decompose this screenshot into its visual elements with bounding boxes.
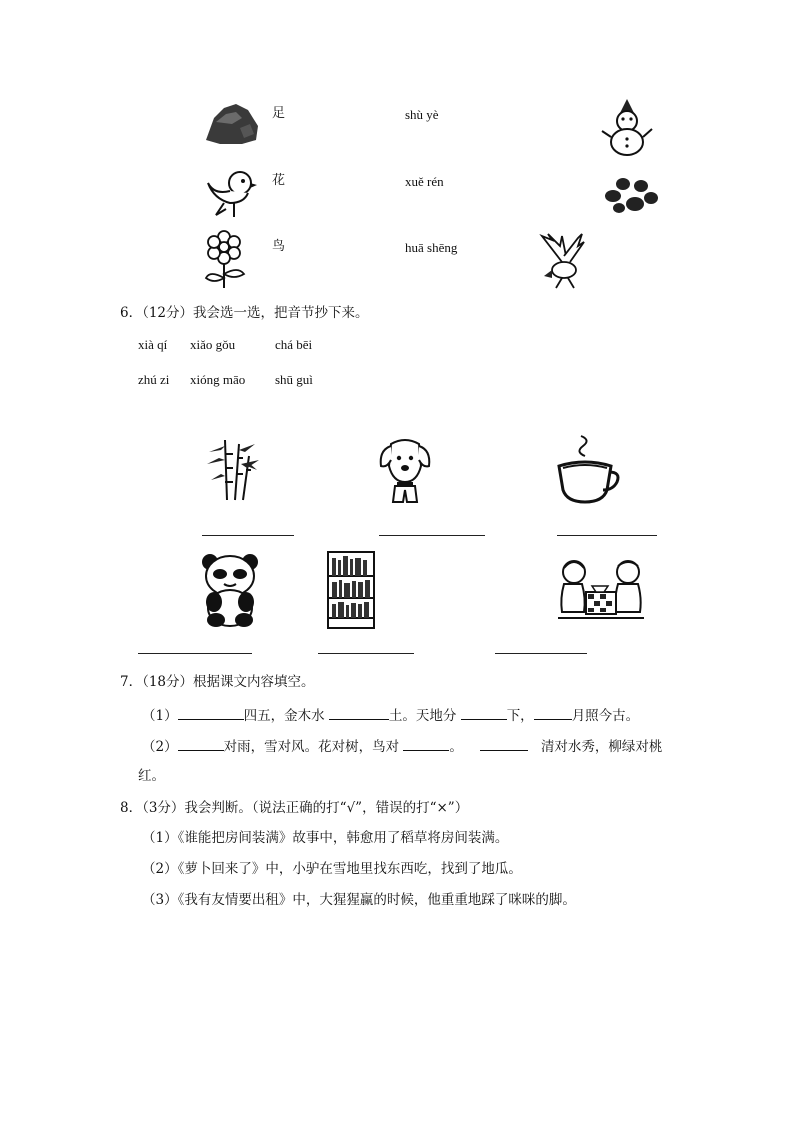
dog-icon	[377, 436, 433, 504]
q7-item-1-text-1: 四五，金木水	[243, 708, 325, 724]
crane-icon	[538, 232, 588, 290]
snowman-icon	[600, 97, 654, 157]
rock-icon	[202, 100, 262, 146]
hanzi-1: 足	[272, 106, 286, 121]
q7-item-1-text-3: 下，	[506, 708, 534, 724]
teacup-icon	[555, 432, 621, 506]
q7-item-2-text-3: 清对水秀，柳绿对桃	[540, 739, 663, 755]
pinyin-1: shù yè	[405, 107, 439, 122]
pinyin-3: huā shēng	[405, 240, 458, 255]
pinyin-2: xuě rén	[405, 174, 444, 189]
q7-item-2-text-2: 。	[449, 739, 463, 755]
q6-answer-line-6[interactable]	[495, 653, 587, 654]
q6-answer-line-1[interactable]	[202, 535, 294, 536]
q8-item-3: （3）《我有友情要出租》中，大猩猩赢的时候，他重重地踩了咪咪的脚。	[142, 892, 576, 908]
q8-title: 8．（3分）我会判断。（说法正确的打“√”，错误的打“×”）	[120, 800, 469, 816]
bookcase-icon	[326, 550, 376, 630]
hanzi-2: 花	[272, 173, 286, 188]
q6-pinyin-r2-2: xióng māo	[190, 372, 246, 387]
q6-pinyin-r2-1: zhú zi	[138, 372, 170, 387]
q7-blank-1[interactable]	[178, 705, 244, 720]
footprints-icon	[603, 174, 659, 216]
q8-item-1: （1）《谁能把房间装满》故事中，韩愈用了稻草将房间装满。	[142, 830, 509, 846]
q6-pinyin-r1-1: xià qí	[138, 337, 168, 352]
bamboo-icon	[203, 436, 261, 502]
q7-blank-2[interactable]	[329, 705, 389, 720]
q6-pinyin-r2-3: shū guì	[275, 372, 313, 387]
q7-item-2	[142, 736, 662, 756]
q7-blank-3[interactable]	[461, 705, 507, 720]
bird-icon	[204, 165, 260, 221]
q7-item-2-text-1: 对雨，雪对风。花对树，鸟对	[223, 739, 400, 755]
q7-blank-6[interactable]	[403, 736, 449, 751]
flower-icon	[202, 230, 248, 290]
q6-title: 6．（12分）我会选一选，把音节抄下来。	[120, 305, 369, 321]
q7-blank-4[interactable]	[534, 705, 572, 720]
q7-item-1-label: （1）	[142, 708, 178, 724]
hanzi-3: 鸟	[272, 239, 286, 254]
q6-answer-line-3[interactable]	[557, 535, 657, 536]
q6-answer-line-2[interactable]	[379, 535, 485, 536]
q6-pinyin-r1-3: chá bēi	[275, 337, 313, 352]
q8-item-2: （2）《萝卜回来了》中，小驴在雪地里找东西吃，找到了地瓜。	[142, 861, 522, 877]
q7-blank-7[interactable]	[480, 736, 528, 751]
q7-item-2-label: （2）	[142, 739, 178, 755]
q6-pinyin-r1-2: xiǎo gǒu	[190, 337, 236, 352]
panda-icon	[200, 552, 262, 628]
q6-answer-line-5[interactable]	[318, 653, 414, 654]
q7-item-2-continuation: 红。	[138, 768, 165, 784]
q7-title: 7．（18分）根据课文内容填空。	[120, 674, 315, 690]
q7-item-1	[142, 705, 639, 725]
q7-item-1-text-4: 月照今古。	[571, 708, 640, 724]
children-playing-chess-icon	[556, 558, 646, 622]
q7-blank-5[interactable]	[178, 736, 224, 751]
q7-item-1-text-2: 土。天地分	[388, 708, 457, 724]
q6-answer-line-4[interactable]	[138, 653, 252, 654]
